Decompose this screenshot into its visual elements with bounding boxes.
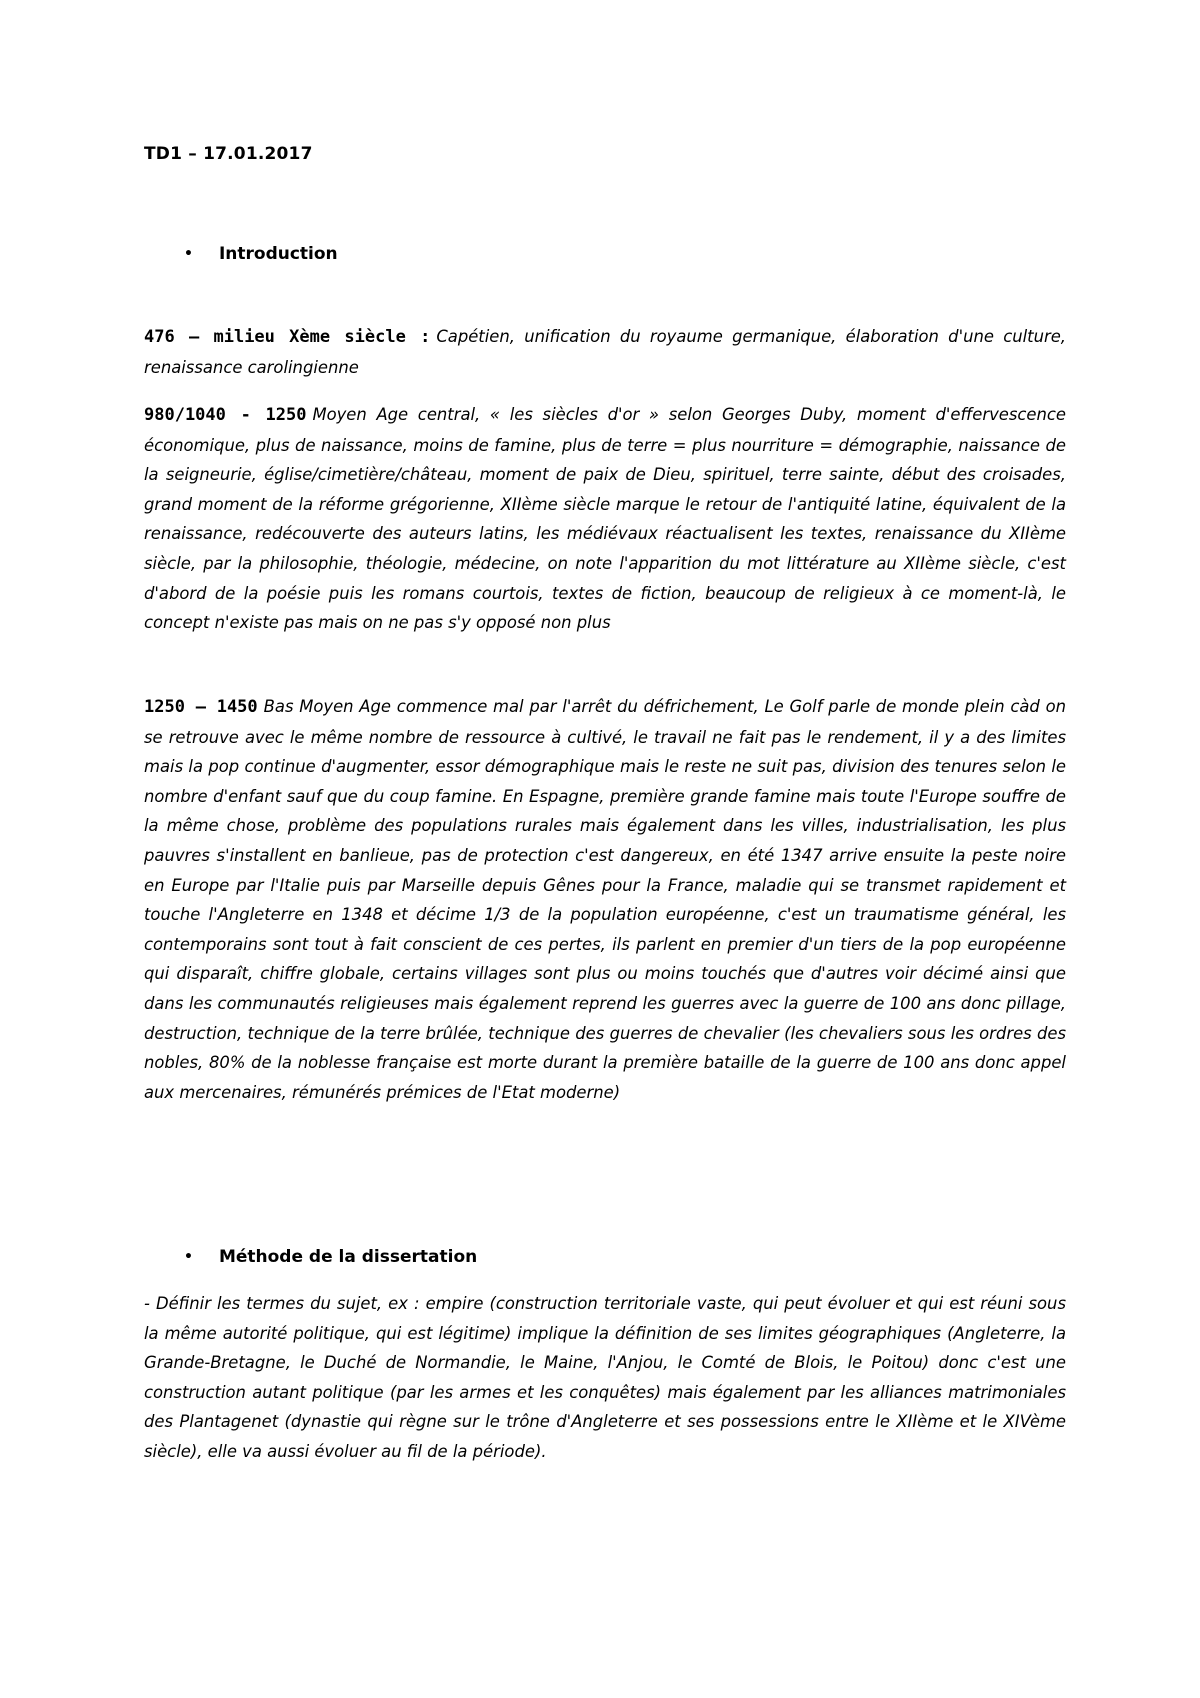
period-term: 980/1040 - 1250: [144, 405, 307, 425]
period-paragraph: [144, 692, 1066, 1107]
document-page: [144, 0, 1066, 1698]
period-text: Moyen Age central, « les siècles d'or » selon Georges Duby, moment d'effervescence économique, plus de naissance, moins de famine, plus de terre = plus nourriture = démographie, naissance de la seigneurie, église/cimetière/château, moment de paix de Dieu, spirituel, terre sainte, début des croisades, grand moment de la réforme grégorienne, XIIème siècle marque le retour de l'antiquité latine, équivalent de la renaissance, redécouverte des auteurs latins, les médiévaux réactualisent les textes, renaissance du XIIème siècle, par la philosophie, théologie, médecine, on note l'apparition du mot littérature au XIIème siècle, c'est d'abord de la poésie puis les romans courtois, textes de fiction, beaucoup de religieux à ce moment-là, le concept n'existe pas mais on ne pas s'y opposé non plus: [144, 405, 1066, 633]
section-heading-label: Méthode de la dissertation: [218, 1247, 478, 1267]
period-term: 1250 – 1450: [144, 697, 258, 717]
document-title: TD1 – 17.01.2017: [144, 144, 313, 164]
period-text: Bas Moyen Age commence mal par l'arrêt du défrichement, Le Golf parle de monde plein càd on se retrouve avec le même nombre de ressource à cultivé, le travail ne fait pas le rendement, il y a des limites mais la pop continue d'augmenter, essor démographique mais le reste ne suit pas, division des tenures selon le nombre d'enfant sauf que du coup famine. En Espagne, première grande famine mais toute l'Europe souffre de la même chose, problème des populations rurales mais également dans les villes, industrialisation, les plus pauvres s'installent en banlieue, pas de protection c'est dangereux, en été 1347 arrive ensuite la peste noire en Europe par l'Italie puis par Marseille depuis Gênes pour la France, maladie qui se transmet rapidement et touche l'Angleterre en 1348 et décime 1/3 de la population européenne, c'est un traumatisme général, les contemporains sont tout à fait conscient de ces pertes, ils parlent en premier d'un tiers de la pop européenne qui disparaît, chiffre globale, certains villages sont plus ou moins touchés que d'autres voir décimé ainsi que dans les communautés religieuses mais également reprend les guerres avec la guerre de 100 ans donc pillage, destruction, technique de la terre brûlée, technique des guerres de chevalier (les chevaliers sous les ordres des nobles, 80% de la noblesse française est morte durant la première bataille de la guerre de 100 ans donc appel aux mercenaires, rémunérés prémices de l'Etat moderne): [144, 697, 1066, 1102]
bullet-icon: •: [184, 246, 193, 262]
method-paragraph: - Définir les termes du sujet, ex : empire (construction territoriale vaste, qui peut évoluer et qui est réuni sous la même autorité politique, qui est légitime) implique la définition de ses limites géographiques (Angleterre, la Grande-Bretagne, le Duché de Normandie, le Maine, l'Anjou, le Comté de Blois, le Poitou) donc c'est une construction autant politique (par les armes et les conquêtes) mais également par les alliances matrimoniales des Plantagenet (dynastie qui règne sur le trône d'Angleterre et ses possessions entre le XIIème et le XIVème siècle), elle va aussi évoluer au fil de la période).: [144, 1294, 1066, 1461]
period-text: Capétien, unification du royaume germanique, élaboration d'une culture, renaissance carolingienne: [144, 327, 1066, 377]
section-heading-introduction: [184, 244, 338, 264]
period-term: 476 – milieu Xème siècle :: [144, 327, 431, 347]
period-paragraph: [144, 400, 1066, 638]
bullet-icon: •: [184, 1249, 193, 1265]
section-heading-label: Introduction: [218, 244, 338, 264]
period-paragraph: [144, 322, 1066, 382]
section-heading-method: [184, 1247, 477, 1267]
